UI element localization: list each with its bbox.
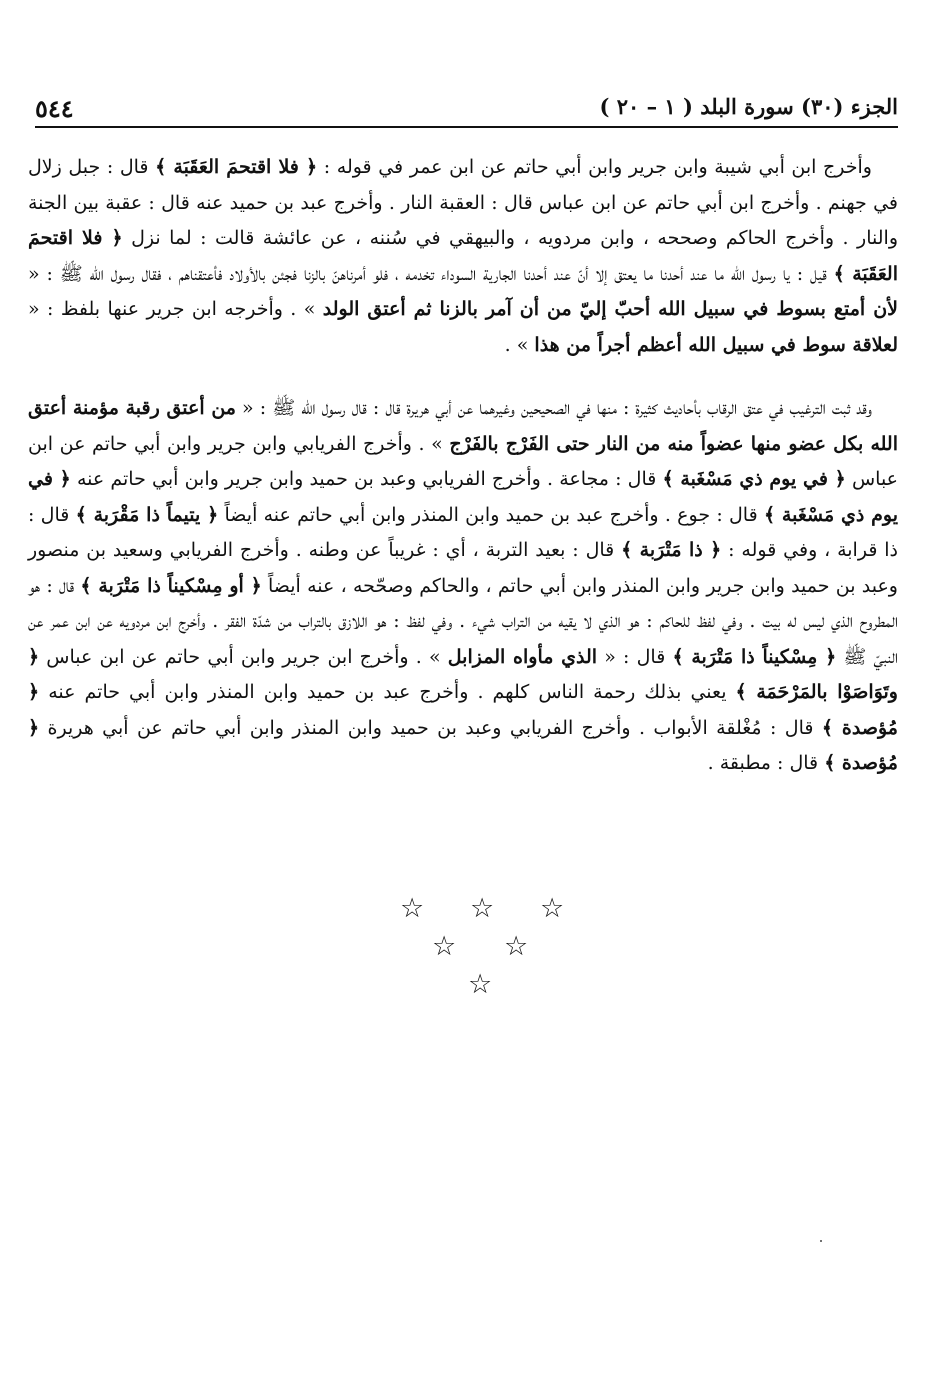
commentary-body [28,150,898,782]
star-ornament-icon: ☆ [470,893,495,924]
paragraph-2 [28,391,898,782]
quoted-text: ﴿ وتَوَاصَوْا بالمَرْحَمَة ﴾ [28,645,898,703]
commentary-text: » . وأخرج الفريابي وابن جرير وابن أبي حاتم عن ابن عباس [28,432,899,490]
commentary-text: قال : « [597,645,673,668]
paragraph-1 [28,150,898,363]
quoted-text: ﴿ يتيماً ذا مَقْرَبة ﴾ [75,503,219,526]
commentary-text: قال : جوع . وأخرج عبد بن حميد وابن المنذر وابن أبي حاتم عنه أيضاً [218,503,764,526]
commentary-text: » . وأخرج ابن جرير وابن أبي حاتم عن ابن عباس [39,645,448,668]
running-title: الجزء (٣٠) سورة البلد ( ١ – ٢٠ ) [599,94,898,119]
closing-ornament [390,895,590,1015]
page-number: ٥٤٤ [35,94,74,123]
star-ornament-icon: ☆ [504,931,529,962]
commentary-text: قال : مطبقة . [707,752,825,774]
commentary-text: قال : مجاعة . وأخرج الفريابي وعبد بن حميد وابن جرير وابن أبي حاتم عنه [70,468,663,490]
page-header [35,92,898,128]
quoted-text: ﴿ في يوم ذي مَسْغَبة ﴾ [28,468,898,526]
quoted-text: ﴿ مُؤصدة ﴾ [28,681,898,739]
commentary-text: » . [504,333,535,356]
star-ornament-icon: ☆ [400,893,425,924]
commentary-text: يعني بذلك رحمة الناس كلهم . وأخرج عبد بن حميد وابن المنذر وابن أبي حاتم عنه [39,681,736,703]
quoted-text: الذي مأواه المزابل [447,645,598,668]
commentary-text: قال : مُغْلقة الأبواب . وأخرج الفريابي وعبد بن حميد وابن المنذر وابن أبي حاتم عن أبي هريرة [39,716,822,739]
commentary-text: قال : هو المطروح الذي ليس له بيت . وفي لفظ للحاكم : هو الذي لا يقيه من التراب شيء . وفي لفظ : هو اللازق بالتراب من شدّة الفقر . وأخرج ابن مردويه عن ابن عمر عن النبيّ ﷺ [28,574,898,668]
quoted-text: ﴿ مِسْكيناً ذا مَتْرَبة ﴾ [672,645,837,668]
commentary-text: قيل : يا رسول الله ما عند أحدنا ما يعتق إلا أنّ عند أحدنا الجارية السوداء تخدمه ، فلو أمرناهنّ بالزنا فجئن بالأولاد فأعتقناهم ، فقال رسول الله ﷺ : « [28,262,834,285]
quoted-text: ﴿ فلا اقتحمَ العَقَبَة ﴾ [28,227,899,285]
commentary-text: قال : جبل زلال في جهنم . وأخرج ابن أبي حاتم عن ابن عباس قال : العقبة النار . وأخرج عبد بن حميد عنه قال : عقبة بين الجنة والنار . وأخرج الحاكم وصححه ، وابن مردويه ، والبيهقي في سُننه ، عن عائشة قالت : لما نزل [28,156,898,249]
commentary-text: قال : بعيد التربة ، أي : غريباً عن وطنه . وأخرج الفريابي وسعيد بن منصور وعبد بن حميد وابن جرير وابن المنذر وابن أبي حاتم ، والحاكم وصحّحه ، عنه أيضاً [28,539,898,597]
commentary-text: وأخرج ابن أبي شيبة وابن جرير وابن أبي حاتم عن ابن عمر في قوله : [317,156,872,178]
commentary-text: وقد ثبت الترغيب في عتق الرقاب بأحاديث كثيرة : منها في الصحيحين وغيرهما عن أبي هريرة قال : قال رسول الله ﷺ : « [235,397,872,419]
quoted-text: ﴿ في يوم ذي مَسْغَبة ﴾ [662,468,846,490]
star-ornament-icon: ☆ [432,931,457,962]
star-ornament-icon: ☆ [540,893,565,924]
quoted-text: ﴿ ذا مَتْرَبة ﴾ [621,539,722,561]
quoted-text: لأن أمتع بسوط في سبيل الله أحبّ إليّ من أن آمر بالزنا ثم أعتق الولد [322,298,898,320]
quoted-text: لعلاقة سوط في سبيل الله أعظم أجراً من هذا [534,333,898,356]
quoted-text: ﴿ فلا اقتحمَ العَقَبَة ﴾ [155,156,318,178]
quoted-text: ﴿ أو مِسْكيناً ذا مَتْرَبة ﴾ [80,574,262,597]
commentary-text: » . وأخرجه ابن جرير عنها بلفظ : « [28,298,323,320]
quoted-text: من أعتق رقبة مؤمنة أعتق الله بكل عضو منها عضواً منه من النار حتى الفَرْج بالفَرْج [28,397,898,455]
commentary-text: قال : ذا قرابة ، وفي قوله : [28,503,899,561]
print-speck [820,1240,822,1242]
star-ornament-icon: ☆ [468,969,493,1000]
quoted-text: ﴿ مُؤصدة ﴾ [28,716,898,774]
